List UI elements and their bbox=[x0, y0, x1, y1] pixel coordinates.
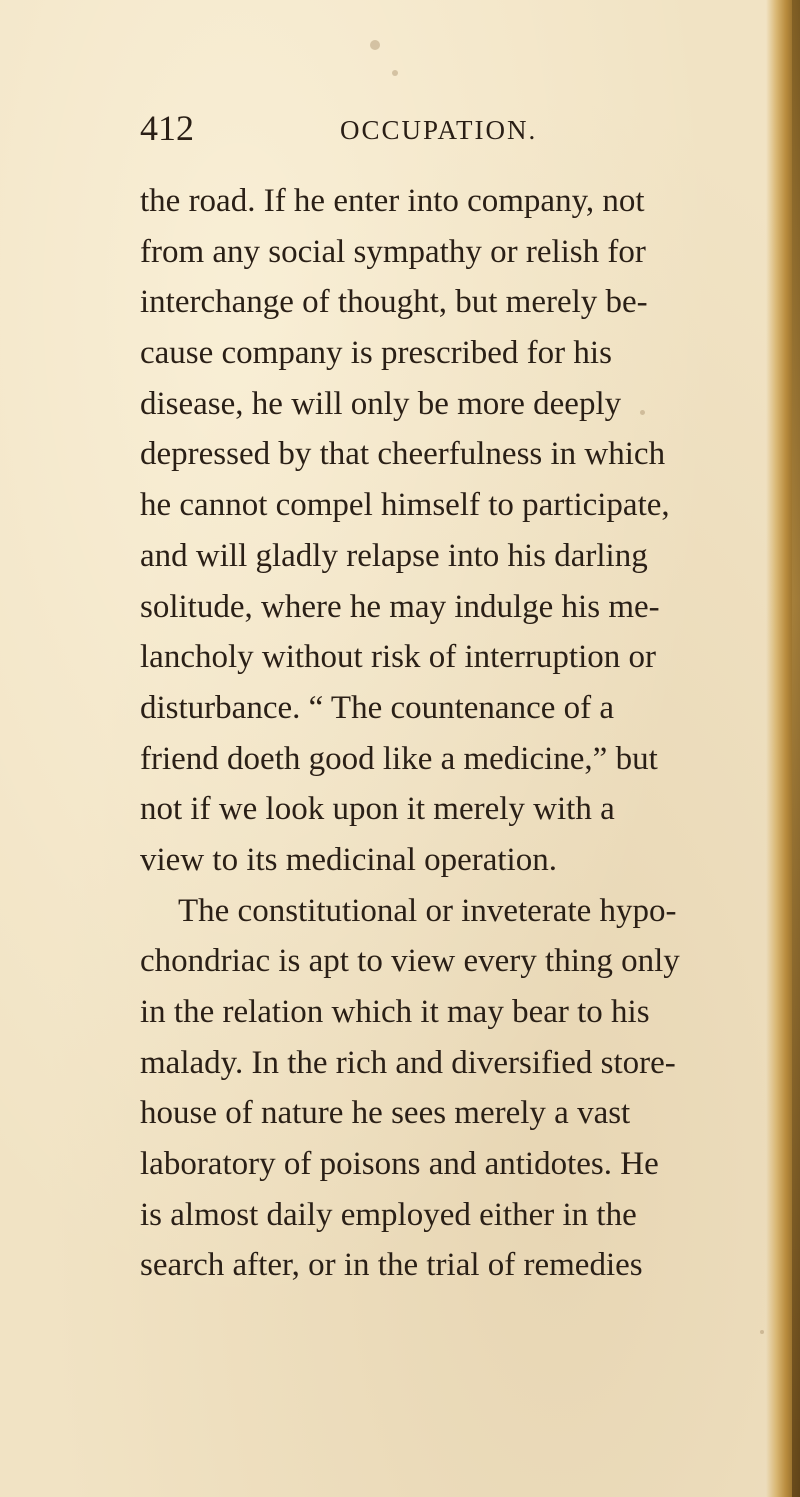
binding-edge bbox=[792, 0, 800, 1497]
text-line: laboratory of poisons and antidotes. He bbox=[140, 1146, 659, 1183]
text-line: is almost daily employed either in the bbox=[140, 1196, 637, 1233]
paragraph-start-line: The constitutional or inveterate hypo- bbox=[178, 892, 677, 929]
body-text bbox=[140, 176, 780, 1291]
text-line: depressed by that cheerfulness in which bbox=[140, 436, 666, 473]
paper-spot bbox=[760, 1330, 764, 1334]
running-head: OCCUPATION. bbox=[340, 115, 538, 145]
paper-spot bbox=[392, 70, 398, 76]
text-line: from any social sympathy or relish for bbox=[140, 233, 646, 270]
text-line: solitude, where he may indulge his me- bbox=[140, 588, 660, 625]
page-header bbox=[140, 103, 760, 153]
text-line: lancholy without risk of interruption or bbox=[140, 639, 656, 676]
text-line: chondriac is apt to view every thing only bbox=[140, 943, 680, 980]
text-line: disturbance. “ The countenance of a bbox=[140, 689, 615, 726]
text-line: house of nature he sees merely a vast bbox=[140, 1095, 631, 1132]
text-line: the road. If he enter into company, not bbox=[140, 183, 645, 219]
text-line: he cannot compel himself to participate, bbox=[140, 487, 670, 524]
text-line: view to its medicinal operation. bbox=[140, 841, 557, 878]
text-line: search after, or in the trial of remedies bbox=[140, 1247, 643, 1284]
page-number: 412 bbox=[140, 108, 194, 148]
text-line: interchange of thought, but merely be- bbox=[140, 284, 648, 321]
text-line: friend doeth good like a medicine,” but bbox=[140, 740, 658, 777]
text-line: and will gladly relapse into his darling bbox=[140, 537, 648, 574]
text-line: in the relation which it may bear to his bbox=[140, 994, 650, 1030]
text-line: disease, he will only be more deeply bbox=[140, 385, 622, 422]
text-line: malady. In the rich and diversified store- bbox=[140, 1044, 676, 1081]
text-line: not if we look upon it merely with a bbox=[140, 791, 615, 828]
text-line: cause company is prescribed for his bbox=[140, 335, 612, 372]
paper-spot bbox=[370, 40, 380, 50]
